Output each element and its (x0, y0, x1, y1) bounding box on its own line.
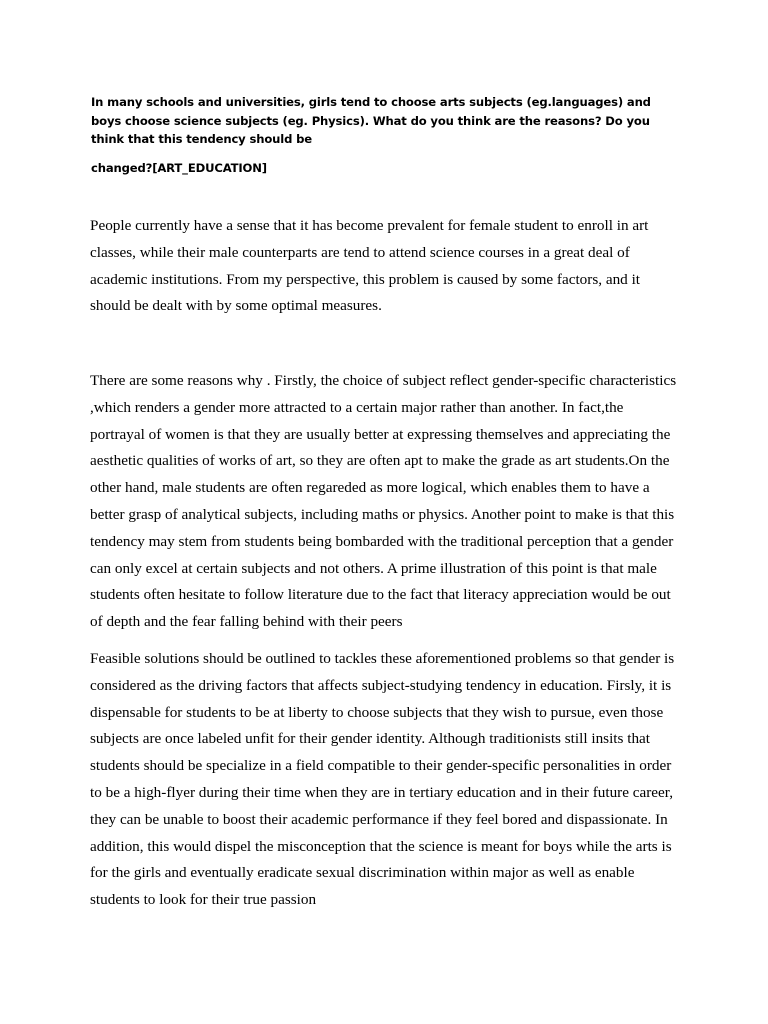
solutions-paragraph: Feasible solutions should be outlined to tackles these aforementioned problems so that gender is considered as the driving factors that affects subject-studying tendency in education. Firsly, it is dispensable for students to be at liberty to choose subjects that they wish to pursue, even those subjects are once labeled unfit for their gender identity. Although traditionists still insits that students should be specialize in a field compatible to their gender-specific personalities in order to be a high-flyer during their time when they are in tertiary education and in their future career, they can be unable to boost their academic performance if they feel bored and dispassionate. In addition, this would dispel the misconception that the science is meant for boys while the arts is for the girls and eventually eradicate sexual discrimination within major as well as enable students to look for their true passion (90, 650, 675, 909)
introduction-paragraph: People currently have a sense that it has become prevalent for female student to enroll in art classes, while their male counterparts are tend to attend science courses in a great deal of academic institutions. From my perspective, this problem is caused by some factors, and it should be dealt with by some optimal measures. (90, 217, 649, 315)
reasons-paragraph: There are some reasons why . Firstly, the choice of subject reflect gender-specific characteristics ,which renders a gender more attracted to a certain major rather than another. In fact,the portrayal of women is that they are usually better at expressing themselves and appreciating the aesthetic qualities of works of art, so they are often apt to make the grade as art students.On the other hand, male students are often regareded as more logical, which enables them to have a better grasp of analytical subjects, including maths or physics. Another point to make is that this tendency may stem from students being bombarded with the traditional perception that a gender can only excel at certain subjects and not others. A prime illustration of this point is that male students often hesitate to follow literature due to the fact that literacy appreciation would be out of depth and the fear falling behind with their peers (90, 372, 677, 631)
essay-question-heading: In many schools and universities, girls tend to choose arts subjects (eg.languages) and boys choose science subjects (eg. Physics). What do you think are the reasons? Do you think that this tendency should be (91, 95, 651, 146)
essay-question-tag: changed?[ART_EDUCATION] (91, 161, 267, 175)
